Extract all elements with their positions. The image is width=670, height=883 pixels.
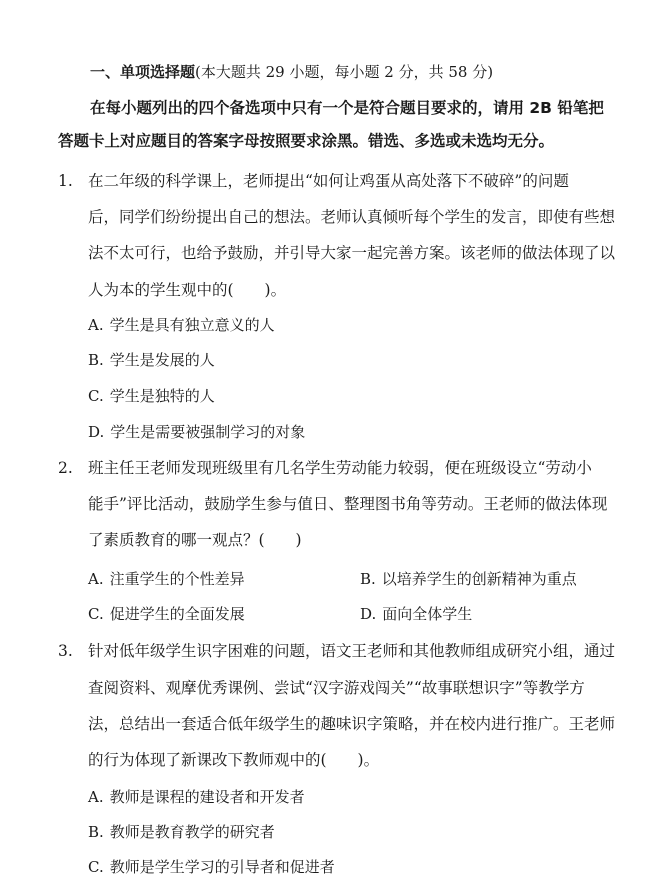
option-text: 教师是学生学习的引导者和促进者 — [109, 858, 335, 876]
option-label: A. — [88, 570, 104, 588]
option-text: 以培养学生的创新精神为重点 — [381, 570, 577, 588]
question-3-option-b[interactable] — [88, 822, 275, 842]
question-3-option-c[interactable] — [88, 857, 335, 877]
question-3-line-3: 法，总结出一套适合低年级学生的趣味识字策略，并在校内进行推广。王老师 — [88, 715, 616, 733]
question-3-line-1: 针对低年级学生识字困难的问题，语文王老师和其他教师组成研究小组，通过 — [88, 642, 616, 660]
question-1-line-3: 法不太可行，也给予鼓励，并引导大家一起完善方案。该老师的做法体现了以 — [88, 244, 616, 262]
section-heading — [90, 62, 493, 82]
instruction-line-1: 在每小题列出的四个备选项中只有一个是符合题目要求的，请用 2B 铅笔把 — [90, 99, 604, 117]
question-1-option-d[interactable] — [88, 422, 305, 442]
option-label: D. — [88, 423, 105, 441]
option-label: B. — [88, 351, 104, 369]
option-label: A. — [88, 788, 104, 806]
option-text: 教师是课程的建设者和开发者 — [109, 788, 305, 806]
question-3-number: 3. — [58, 642, 73, 660]
option-text: 学生是需要被强制学习的对象 — [110, 423, 306, 441]
question-1-line-1: 在二年级的科学课上，老师提出“如何让鸡蛋从高处落下不破碎”的问题 — [88, 172, 569, 190]
option-label: C. — [88, 858, 104, 876]
instruction-line-2: 答题卡上对应题目的答案字母按照要求涂黑。错选、多选或未选均无分。 — [58, 132, 555, 150]
option-text: 教师是教育教学的研究者 — [109, 823, 275, 841]
question-1-line-4: 人为本的学生观中的( )。 — [88, 281, 287, 299]
option-label: B. — [88, 823, 104, 841]
question-2-option-a[interactable] — [88, 569, 245, 589]
question-1-number: 1. — [58, 172, 73, 190]
option-text: 学生是发展的人 — [109, 351, 215, 369]
question-1-option-c[interactable] — [88, 386, 215, 406]
question-2-option-c[interactable] — [88, 604, 245, 624]
section-heading-note: (本大题共 29 小题，每小题 2 分，共 58 分) — [195, 63, 494, 81]
option-label: D. — [360, 605, 377, 623]
question-2-line-3: 了素质教育的哪一观点？( ) — [88, 531, 302, 549]
question-2-option-d[interactable] — [360, 604, 472, 624]
option-text: 促进学生的全面发展 — [109, 605, 245, 623]
option-text: 学生是独特的人 — [109, 387, 215, 405]
question-2-line-2: 能手”评比活动，鼓励学生参与值日、整理图书角等劳动。王老师的做法体现 — [88, 495, 608, 513]
question-3-option-a[interactable] — [88, 787, 305, 807]
question-3-line-2: 查阅资料、观摩优秀课例、尝试“汉字游戏闯关”“故事联想识字”等教学方 — [88, 679, 585, 697]
option-label: A. — [88, 316, 104, 334]
question-1-option-b[interactable] — [88, 350, 215, 370]
option-text: 学生是具有独立意义的人 — [109, 316, 275, 334]
option-text: 注重学生的个性差异 — [109, 570, 245, 588]
option-text: 面向全体学生 — [382, 605, 473, 623]
question-3-line-4: 的行为体现了新课改下教师观中的( )。 — [88, 751, 380, 769]
option-label: B. — [360, 570, 376, 588]
section-heading-title: 一、单项选择题 — [90, 63, 196, 81]
option-label: C. — [88, 387, 104, 405]
question-2-number: 2. — [58, 459, 73, 477]
option-label: C. — [88, 605, 104, 623]
question-2-option-b[interactable] — [360, 569, 577, 589]
question-1-line-2: 后，同学们纷纷提出自己的想法。老师认真倾听每个学生的发言，即使有些想 — [88, 208, 616, 226]
question-2-line-1: 班主任王老师发现班级里有几名学生劳动能力较弱，便在班级设立“劳动小 — [88, 459, 592, 477]
question-1-option-a[interactable] — [88, 315, 275, 335]
